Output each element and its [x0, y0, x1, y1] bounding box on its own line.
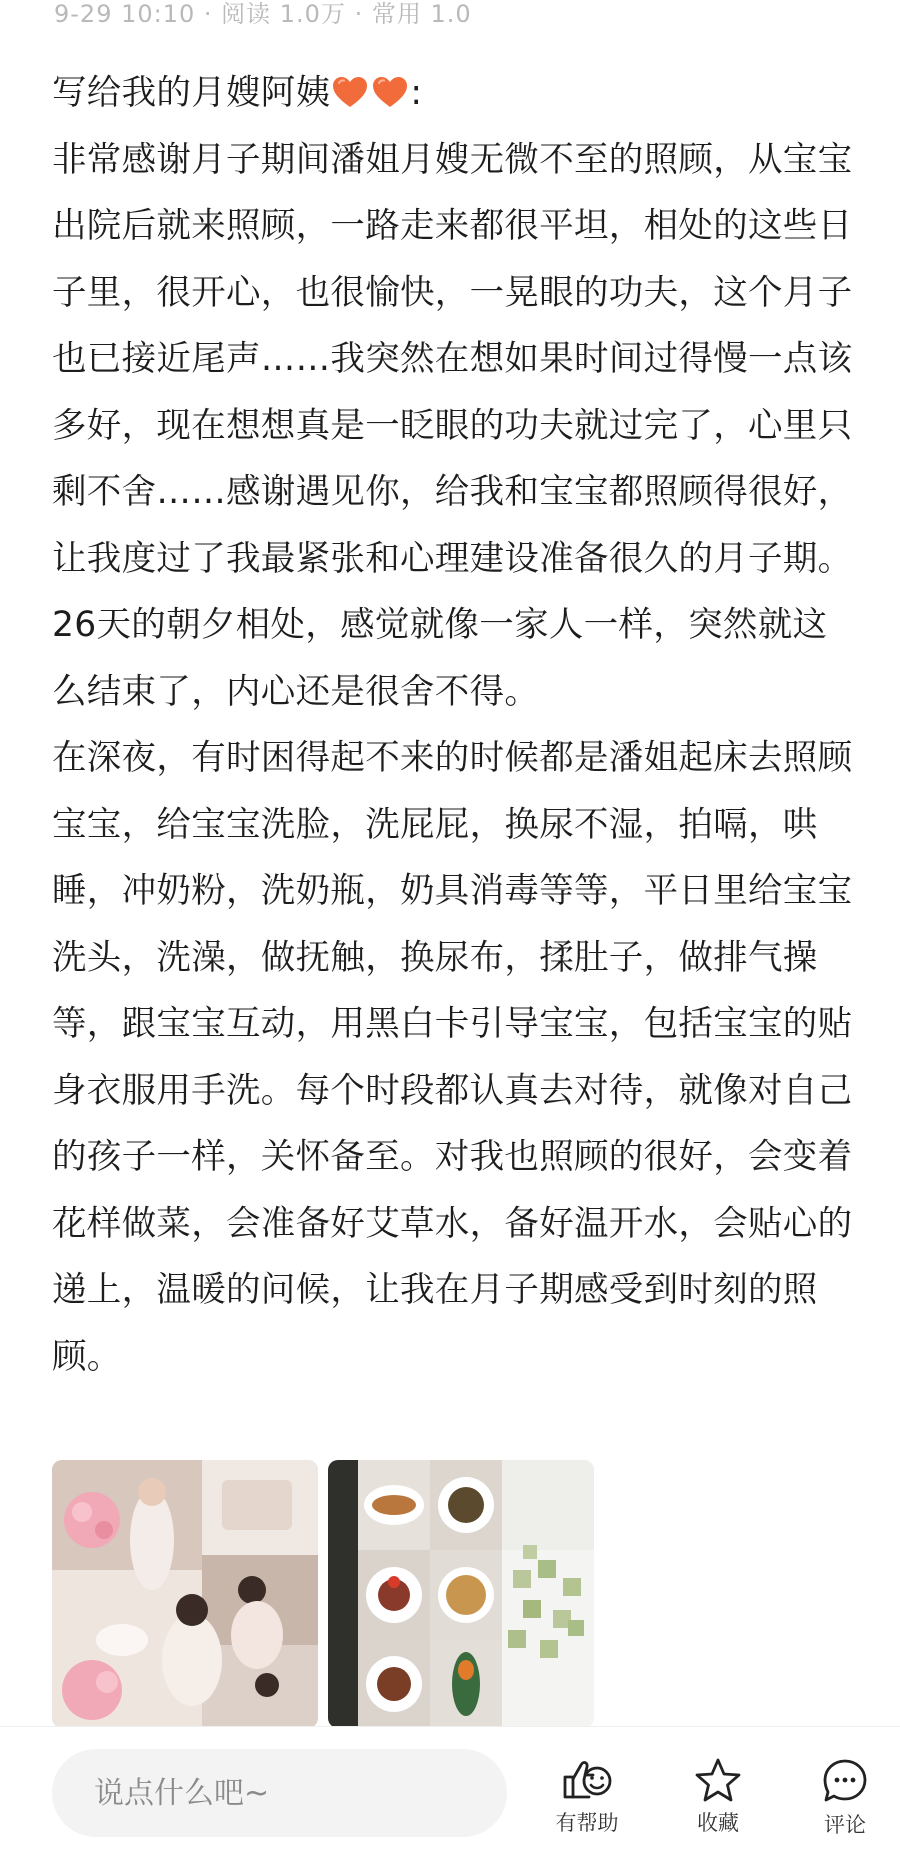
star-icon — [694, 1757, 742, 1803]
comment-bubble-icon — [821, 1757, 869, 1805]
bottom-action-bar — [0, 1726, 900, 1853]
post-paragraph: 非常感谢月子期间潘姐月嫂无微不至的照顾，从宝宝出院后就来照顾，一路走来都很平坦，相处的这些日子里，很开心，也很愉快，一晃眼的功夫，这个月子也已接近尾声……我突然在想如果时间过得慢一点该多好，现在想想真是一眨眼的功夫就过完了，心里只剩不舍……感谢遇见你，给我和宝宝都照顾得很好，让我度过了我最紧张和心理建设准备很久的月子期。26天的朝夕相处，感觉就像一家人一样，突然就这么结束了，内心还是很舍不得。 — [52, 139, 853, 712]
top-meta-bar — [0, 0, 900, 40]
favorite-button[interactable] — [663, 1757, 773, 1837]
comment-button[interactable] — [790, 1757, 900, 1839]
photo-collage-family-icon — [52, 1460, 318, 1728]
comment-label: 评论 — [824, 1813, 866, 1837]
thumbs-up-smile-icon — [561, 1757, 613, 1803]
photo-thumbnail-meals[interactable] — [328, 1460, 594, 1728]
post-title-line — [52, 60, 862, 127]
favorite-label: 收藏 — [697, 1811, 739, 1835]
photo-collage-meals-icon — [328, 1460, 594, 1728]
comment-input[interactable] — [52, 1749, 507, 1837]
post-title-suffix: : — [410, 73, 423, 113]
heart-icon — [371, 75, 409, 109]
post-title: 写给我的月嫂阿姨 — [52, 73, 331, 113]
helpful-button[interactable] — [532, 1757, 642, 1837]
heart-icon — [331, 75, 369, 109]
post-images — [52, 1460, 594, 1728]
post-paragraph: 在深夜，有时困得起不来的时候都是潘姐起床去照顾宝宝，给宝宝洗脸，洗屁屁，换尿不湿，拍嗝，哄睡，冲奶粉，洗奶瓶，奶具消毒等等，平日里给宝宝洗头，洗澡，做抚触，换尿布，揉肚子，做排气操等，跟宝宝互动，用黑白卡引导宝宝，包括宝宝的贴身衣服用手洗。每个时段都认真去对待，就像对自己的孩子一样，关怀备至。对我也照顾的很好，会变着花样做菜，会准备好艾草水，备好温开水，会贴心的递上，温暖的问候，让我在月子期感受到时刻的照顾。 — [52, 738, 853, 1377]
post-body — [52, 60, 862, 1390]
helpful-label: 有帮助 — [555, 1811, 619, 1835]
post-meta: 9-29 10:10 · 阅读 1.0万 · 常用 1.0 — [54, 0, 472, 28]
photo-thumbnail-family[interactable] — [52, 1460, 318, 1728]
